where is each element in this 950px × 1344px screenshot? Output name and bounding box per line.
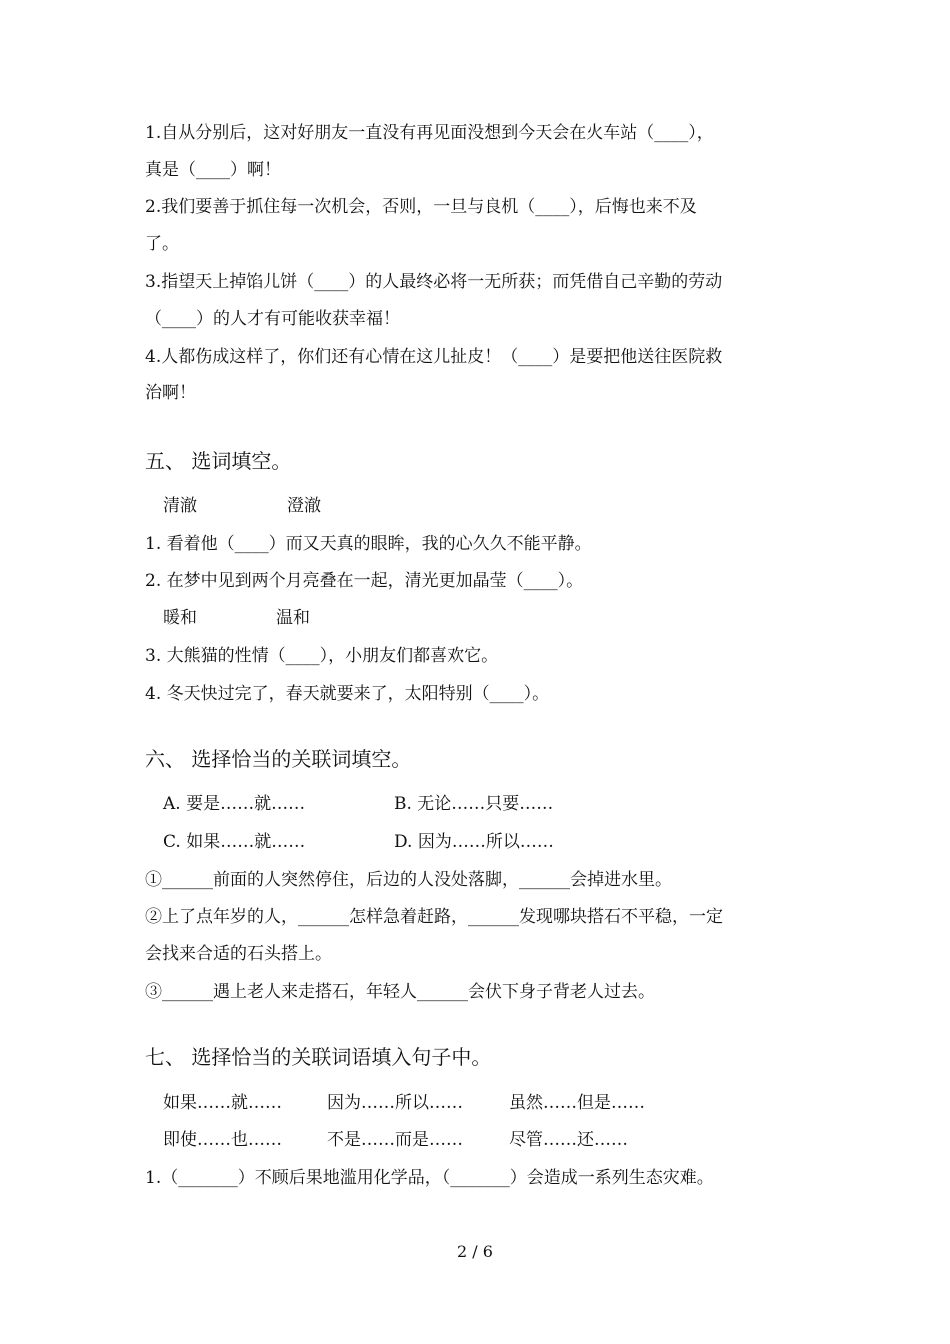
option-c: C. 如果……就…… xyxy=(163,832,306,852)
word-choice: 暖和 xyxy=(163,608,197,628)
option-d: D. 因为……所以…… xyxy=(394,832,554,852)
section-heading: 六、 选择恰当的关联词填空。 xyxy=(145,747,412,771)
question-line: ③______遇上老人来走搭石，年轻人______会伏下身子背老人过去。 xyxy=(145,982,655,1002)
question-line: 2.我们要善于抓住每一次机会，否则，一旦与良机（____），后悔也来不及 xyxy=(145,197,697,217)
question-line: 治啊！ xyxy=(145,383,196,403)
word-choice: 不是……而是…… xyxy=(327,1130,463,1150)
word-choice: 如果……就…… xyxy=(163,1093,282,1113)
question-line: 了。 xyxy=(145,234,179,254)
question-line: （____）的人才有可能收获幸福！ xyxy=(145,309,400,329)
question-line: 真是（____）啊！ xyxy=(145,160,281,180)
word-choice: 因为……所以…… xyxy=(327,1093,463,1113)
question-line: 3. 大熊猫的性情（____），小朋友们都喜欢它。 xyxy=(145,646,499,666)
question-line: 1. 看着他（____）而又天真的眼眸，我的心久久不能平静。 xyxy=(145,534,592,554)
option-a: A. 要是……就…… xyxy=(163,794,306,814)
question-line: ②上了点年岁的人，______怎样急着赶路，______发现哪块搭石不平稳，一定 xyxy=(145,907,723,927)
page-number: 2 / 6 xyxy=(457,1242,493,1261)
word-choice: 澄澈 xyxy=(287,496,321,516)
section-heading: 七、 选择恰当的关联词语填入句子中。 xyxy=(145,1045,492,1069)
word-choice: 清澈 xyxy=(163,496,197,516)
word-choice: 温和 xyxy=(276,608,310,628)
question-line: 1.自从分别后，这对好朋友一直没有再见面没想到今天会在火车站（____）， xyxy=(145,123,714,143)
question-line: 4. 冬天快过完了，春天就要来了，太阳特别（____）。 xyxy=(145,684,550,704)
option-b: B. 无论……只要…… xyxy=(394,794,554,814)
word-choice: 虽然……但是…… xyxy=(509,1093,645,1113)
word-choice: 即使……也…… xyxy=(163,1130,282,1150)
question-line: ①______前面的人突然停住，后边的人没处落脚，______会掉进水里。 xyxy=(145,870,672,890)
question-line: 会找来合适的石头搭上。 xyxy=(145,944,332,964)
question-line: 3.指望天上掉馅儿饼（____）的人最终必将一无所获；而凭借自己辛勤的劳动 xyxy=(145,272,723,292)
section-heading: 五、 选词填空。 xyxy=(145,449,292,473)
question-line: 4.人都伤成这样了，你们还有心情在这儿扯皮！（____）是要把他送往医院救 xyxy=(145,347,723,367)
question-line: 2. 在梦中见到两个月亮叠在一起，清光更加晶莹（____）。 xyxy=(145,571,584,591)
word-choice: 尽管……还…… xyxy=(509,1130,628,1150)
question-line: 1.（_______）不顾后果地滥用化学品，（_______）会造成一系列生态灾难。 xyxy=(145,1168,714,1188)
